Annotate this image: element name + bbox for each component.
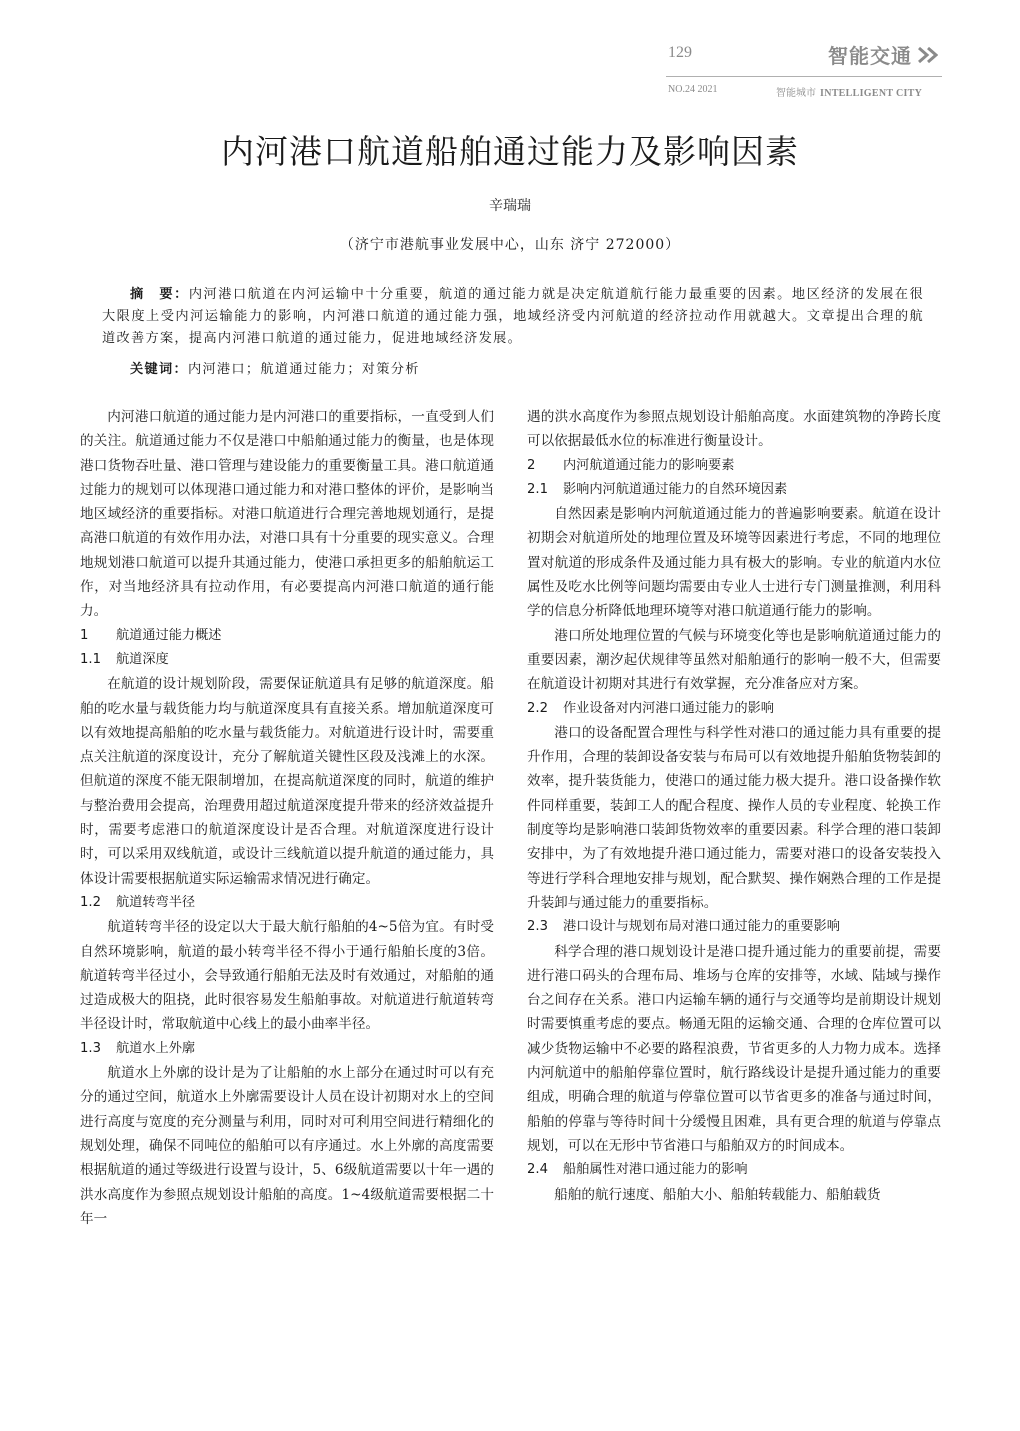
subsection-number: 2.1	[527, 481, 548, 497]
subsection-number: 1.2	[80, 894, 101, 910]
affiliation: （济宁市港航事业发展中心，山东 济宁 272000）	[339, 237, 681, 253]
abstract	[102, 284, 924, 350]
section-title: 航道通过能力概述	[116, 627, 222, 643]
subsection-number: 2.3	[527, 919, 548, 935]
keywords-text: 内河港口；航道通过能力；对策分析	[187, 362, 420, 377]
paragraph-1-2: 航道转弯半径的设定以大于最大航行船舶的4~5倍为宜。有时受自然环境影响，航道的最小转弯半径不得小于通行船舶长度的3倍。航道转弯半径过小，会导致通行船舶无法及时有效通过，对船舶的通过造成极大的阻挠，此时很容易发生船舶事故。对航道进行航道转弯半径设计时，常取航道中心线上的最小曲率半径。	[80, 919, 494, 1033]
subsection-number: 1.3	[80, 1040, 101, 1056]
subsection-heading-2-4	[527, 1158, 941, 1182]
journal-name	[828, 40, 938, 69]
left-column	[80, 405, 494, 1231]
subsection-heading-1-2	[80, 891, 494, 915]
subsection-title: 航道水上外廓	[116, 1040, 196, 1056]
journal-logo-icon	[916, 44, 938, 66]
paragraph-1-1: 在航道的设计规划阶段，需要保证航道具有足够的航道深度。船舶的吃水量与载货能力均与航道深度具有直接关系。增加航道深度可以有效地提高船舶的吃水量与载货能力。对航道进行设计时，需要重点关注航道的深度设计，充分了解航道关键性区段及浅滩上的水深。但航道的深度不能无限制增加，在提高航道深度的同时，航道的维护与整治费用会提高，治理费用超过航道深度提升带来的经济效益提升时，需要考虑港口的航道深度设计是否合理。对航道深度进行设计时，可以采用双线航道，或设计三线航道以提升航道的通过能力，具体设计需要根据航道实际运输需求情况进行确定。	[80, 676, 494, 887]
subsection-heading-1-3	[80, 1037, 494, 1061]
abstract-label: 摘 要：	[130, 287, 189, 302]
series-en: INTELLIGENT CITY	[820, 88, 923, 99]
subsection-title: 港口设计与规划布局对港口通过能力的重要影响	[563, 919, 840, 935]
paragraph-2-1a: 自然因素是影响内河航道通过能力的普遍影响要素。航道在设计初期会对航道所处的地理位置及环境等因素进行考虑，不同的地理位置对航道的形成条件及通过能力具有极大的影响。专业的航道内水位属性及吃水比例等问题均需要由专业人士进行专门测量推测，利用科学的信息分析降低地理环境等对港口航道通行能力的影响。	[527, 506, 941, 620]
paragraph-2-3: 科学合理的港口规划设计是港口提升通过能力的重要前提，需要进行港口码头的合理布局、堆场与仓库的安排等，水域、陆域与操作台之间存在关系。港口内运输车辆的通行与交通等均是前期设计规划时需要慎重考虑的要点。畅通无阻的运输交通、合理的仓库位置可以减少货物运输中不必要的路程浪费，节省更多的人力物力成本。选择内河航道中的船舶停靠位置时，航行路线设计是提升通过能力的重要组成，明确合理的航道与停靠位置可以节省更多的准备与通过时间，船舶的停靠与等待时间十分缓慢且困难，具有更合理的航道与停靠点规划，可以在无形中节省港口与船舶双方的时间成本。	[527, 943, 941, 1154]
series-label	[776, 84, 922, 99]
subsection-title: 航道深度	[116, 651, 169, 667]
journal-title: 智能交通	[828, 44, 912, 68]
subsection-number: 2.2	[527, 700, 548, 716]
subsection-title: 影响内河航道通过能力的自然环境因素	[563, 481, 788, 497]
paragraph-2-2: 港口的设备配置合理性与科学性对港口的通过能力具有重要的提升作用，合理的装卸设备安装与布局可以有效地提升船舶货物装卸的效率，提升装货能力，使港口的通过能力极大提升。港口设备操作软件同样重要，装卸工人的配合程度、操作人员的专业程度、轮换工作制度等均是影响港口装卸货物效率的重要因素。科学合理的港口装卸安排中，为了有效地提升港口通过能力，需要对港口的设备安装投入等进行学科合理地安排与规划，配合默契、操作娴熟合理的工作是提升装卸与通过能力的重要指标。	[527, 724, 941, 911]
subsection-heading-2-2	[527, 697, 941, 721]
section-heading-1	[80, 624, 494, 648]
subsection-number: 2.4	[527, 1162, 548, 1178]
keywords-label: 关键词：	[130, 362, 188, 377]
issue-number: NO.24 2021	[668, 84, 718, 95]
paragraph-2-1b: 港口所处地理位置的气候与环境变化等也是影响航道通过能力的重要因素，潮汐起伏规律等虽然对船舶通行的影响一般不大，但需要在航道设计初期对其进行有效掌握，充分准备应对方案。	[527, 627, 941, 693]
subsection-title: 作业设备对内河港口通过能力的影响	[563, 700, 774, 716]
paragraph-1-3-continued: 遇的洪水高度作为参照点规划设计船舶高度。水面建筑物的净跨长度可以依据最低水位的标准进行衡量设计。	[527, 409, 941, 450]
section-heading-2	[527, 454, 941, 478]
paragraph-1-3: 航道水上外廓的设计是为了让船舶的水上部分在通过时可以有充分的通过空间，航道水上外廓需要设计人员在设计初期对水上的空间进行高度与宽度的充分测量与利用，同时对可利用空间进行精细化的规划处理，确保不同吨位的船舶可以有序通过。水上外廓的高度需要根据航道的通过等级进行设置与设计，5、6级航道需要以十年一遇的洪水高度作为参照点规划设计船舶的高度。1~4级航道需要根据二十年一	[80, 1065, 494, 1227]
section-number: 2	[527, 457, 536, 473]
header-divider	[666, 76, 942, 77]
intro-paragraph: 内河港口航道的通过能力是内河港口的重要指标，一直受到人们的关注。航道通过能力不仅是港口中船舶通过能力的衡量，也是体现港口货物吞吐量、港口管理与建设能力的重要衡量工具。港口航道通过能力的规划可以体现港口通过能力和对港口整体的评价，是影响当地区域经济的重要指标。对港口航道进行合理完善地规划通行，是提高港口航道的有效作用办法，对港口具有十分重要的现实意义。合理地规划港口航道可以提升其通过能力，使港口承担更多的船舶航运工作，对当地经济具有拉动作用，有必要提高内河港口航道的通行能力。	[80, 409, 494, 620]
subsection-number: 1.1	[80, 651, 101, 667]
series-cn: 智能城市	[776, 88, 816, 99]
abstract-text: 内河港口航道在内河运输中十分重要，航道的通过能力就是决定航道航行能力最重要的因素。地区经济的发展在很大限度上受内河运输能力的影响，内河港口航道的通过能力强，地域经济受内河航道的经济拉动作用就越大。文章提出合理的航道改善方案，提高内河港口航道的通过能力，促进地域经济发展。	[102, 287, 925, 346]
section-number: 1	[80, 627, 89, 643]
section-title: 内河航道通过能力的影响要素	[563, 457, 735, 473]
paragraph-2-4: 船舶的航行速度、船舶大小、船舶转载能力、船舶载货	[554, 1186, 881, 1203]
subsection-heading-1-1	[80, 648, 494, 672]
author-name: 辛瑞瑞	[489, 198, 531, 214]
page-number: 129	[668, 44, 692, 61]
subsection-title: 船舶属性对港口通过能力的影响	[563, 1162, 748, 1178]
subsection-heading-2-1	[527, 478, 941, 502]
right-column	[527, 405, 941, 1207]
subsection-heading-2-3	[527, 915, 941, 939]
article-title: 内河港口航道船舶通过能力及影响因素	[221, 132, 799, 171]
subsection-title: 航道转弯半径	[116, 894, 196, 910]
keywords	[130, 358, 420, 377]
